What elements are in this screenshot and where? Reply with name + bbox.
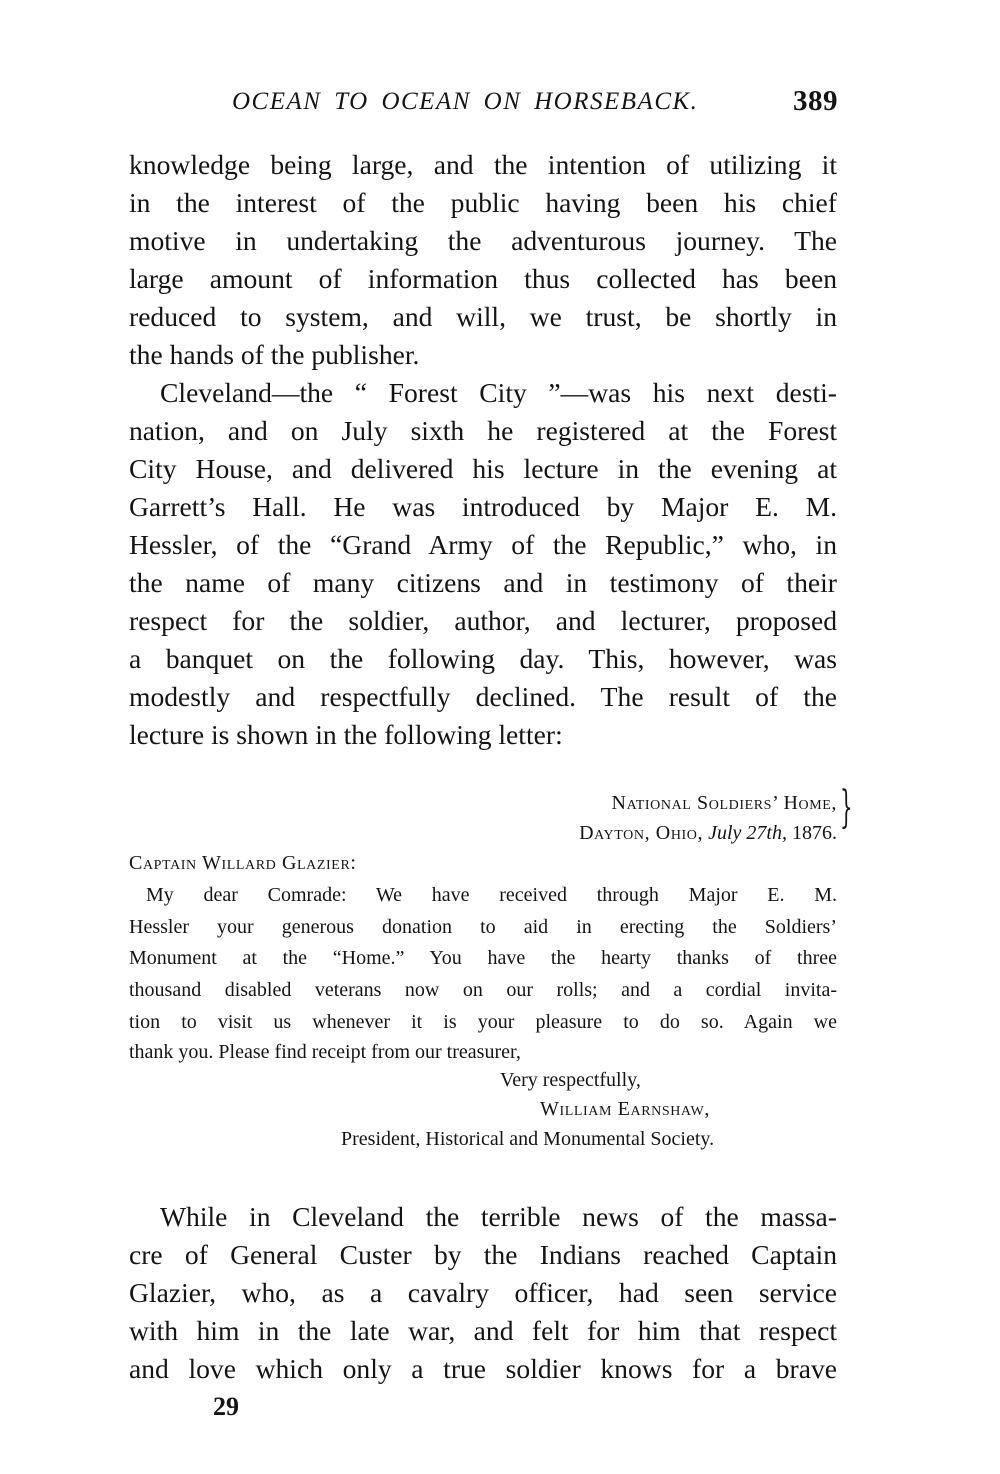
- letter-line: Monument at the “Home.” You have the hearty thanks of three: [129, 947, 837, 969]
- paragraph-line: the hands of the publisher.: [129, 339, 420, 370]
- letter-line: My dear Comrade: We have received through Major E. M.: [146, 884, 837, 906]
- letter-signature-title: President, Historical and Monumental Society.: [341, 1128, 715, 1150]
- paragraph-line: City House, and delivered his lecture in the evening at: [129, 453, 837, 484]
- letter-year: 1876.: [792, 822, 837, 844]
- paragraph-line: modestly and respectfully declined. The result of the: [129, 681, 837, 712]
- paragraph-line: nation, and on July sixth he registered at the Forest: [129, 415, 837, 446]
- letter-line: tion to visit us whenever it is your pleasure to do so. Again we: [129, 1011, 837, 1033]
- brace-mark: }: [840, 782, 853, 833]
- running-title: OCEAN TO OCEAN ON HORSEBACK.: [232, 88, 699, 115]
- paragraph-line: Hessler, of the “Grand Army of the Republic,” who, in: [129, 529, 837, 560]
- paragraph-line: cre of General Custer by the Indians reached Captain: [129, 1239, 837, 1270]
- letter-signature: William Earnshaw,: [540, 1098, 710, 1120]
- signature-folio: 29: [213, 1392, 239, 1421]
- paragraph-line: the name of many citizens and in testimony of their: [129, 567, 837, 598]
- paragraph-line: Garrett’s Hall. He was introduced by Major E. M.: [129, 491, 837, 522]
- letter-city: Dayton, Ohio,: [579, 822, 704, 844]
- letter-location: National Soldiers’ Home,: [611, 792, 837, 814]
- paragraph-line: large amount of information thus collected has been: [129, 263, 837, 294]
- letter-line: thousand disabled veterans now on our rolls; and a cordial invita-: [129, 979, 837, 1001]
- letter-salutation: Captain Willard Glazier:: [129, 852, 357, 874]
- page-header: [128, 85, 838, 128]
- paragraph-line: knowledge being large, and the intention of utilizing it: [129, 149, 837, 180]
- letter-line: thank you. Please find receipt from our treasurer,: [129, 1041, 521, 1063]
- paragraph-line: in the interest of the public having been his chief: [129, 187, 837, 218]
- letter-date-line: [437, 820, 837, 846]
- paragraph-line: motive in undertaking the adventurous journey. The: [129, 225, 837, 256]
- paragraph-line: reduced to system, and will, we trust, be shortly in: [129, 301, 837, 332]
- paragraph-line: lecture is shown in the following letter:: [129, 719, 563, 750]
- letter-line: Hessler your generous donation to aid in erecting the Soldiers’: [129, 916, 837, 938]
- paragraph-line: Glazier, who, as a cavalry officer, had seen service: [129, 1277, 837, 1308]
- letter-date: July 27th,: [708, 822, 787, 844]
- paragraph-line: with him in the late war, and felt for him that respect: [129, 1315, 837, 1346]
- paragraph-line: While in Cleveland the terrible news of the massa-: [160, 1201, 837, 1232]
- page-number: 389: [793, 85, 838, 117]
- paragraph-line: a banquet on the following day. This, however, was: [129, 643, 837, 674]
- paragraph-line: Cleveland—the “ Forest City ”—was his next desti-: [160, 377, 837, 408]
- paragraph-line: and love which only a true soldier knows for a brave: [129, 1353, 837, 1384]
- letter-closing: Very respectfully,: [500, 1069, 641, 1091]
- paragraph-line: respect for the soldier, author, and lecturer, proposed: [129, 605, 837, 636]
